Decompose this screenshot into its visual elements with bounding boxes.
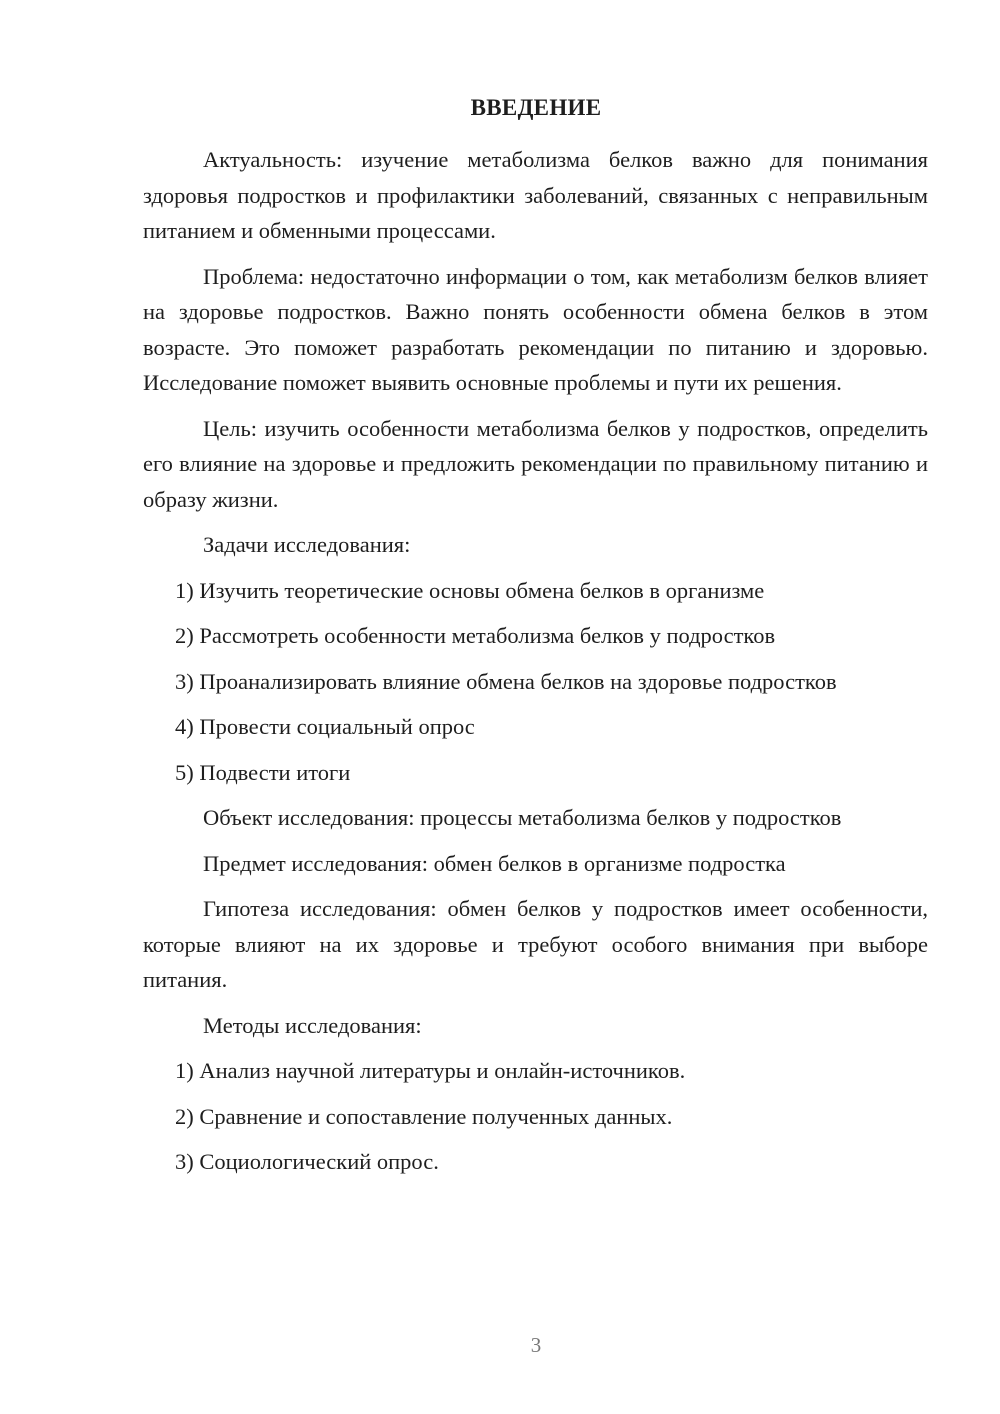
tasks-heading: Задачи исследования: — [203, 532, 411, 557]
research-subject: Предмет исследования: обмен белков в организме подростка — [203, 850, 786, 876]
relevance-paragraph: Актуальность: изучение метаболизма белков важно для понимания здоровья подростков и профилактики заболеваний, связанных с неправильным питанием и обменными процессами. — [143, 147, 928, 243]
goal-paragraph: Цель: изучить особенности метаболизма белков у подростков, определить его влияние на здоровье и предложить рекомендации по правильному питанию и образу жизни. — [143, 415, 928, 512]
tasks-list — [143, 573, 928, 791]
methods-list — [143, 1053, 928, 1180]
methods-heading: Методы исследования: — [203, 1012, 422, 1038]
list-item: 2) Сравнение и сопоставление полученных данных. — [175, 1103, 673, 1129]
hypothesis-paragraph: Гипотеза исследования: обмен белков у подростков имеет особенности, которые влияют на их здоровье и требуют особого внимания при выборе питания. — [143, 896, 928, 992]
page-number: 3 — [530, 1333, 542, 1357]
list-item: 1) Анализ научной литературы и онлайн-источников. — [175, 1058, 686, 1083]
document-body — [143, 142, 928, 1190]
list-item: 4) Провести социальный опрос — [175, 714, 475, 739]
research-object: Объект исследования: процессы метаболизма белков у подростков — [203, 805, 842, 830]
problem-paragraph: Проблема: недостаточно информации о том, как метаболизм белков влияет на здоровье подростков. Важно понять особенности обмена белков в этом возрасте. Это поможет разработать рекомендации по питанию и здоровью. Исследование поможет выявить основные проблемы и пути их решения. — [143, 263, 928, 395]
list-item: 1) Изучить теоретические основы обмена белков в организме — [175, 577, 765, 603]
list-item: 2) Рассмотреть особенности метаболизма белков у подростков — [175, 623, 776, 648]
list-item: 5) Подвести итоги — [175, 759, 351, 785]
page-title: ВВЕДЕНИЕ — [470, 95, 602, 120]
list-item: 3) Социологический опрос. — [175, 1149, 439, 1174]
list-item: 3) Проанализировать влияние обмена белков на здоровье подростков — [175, 668, 837, 694]
